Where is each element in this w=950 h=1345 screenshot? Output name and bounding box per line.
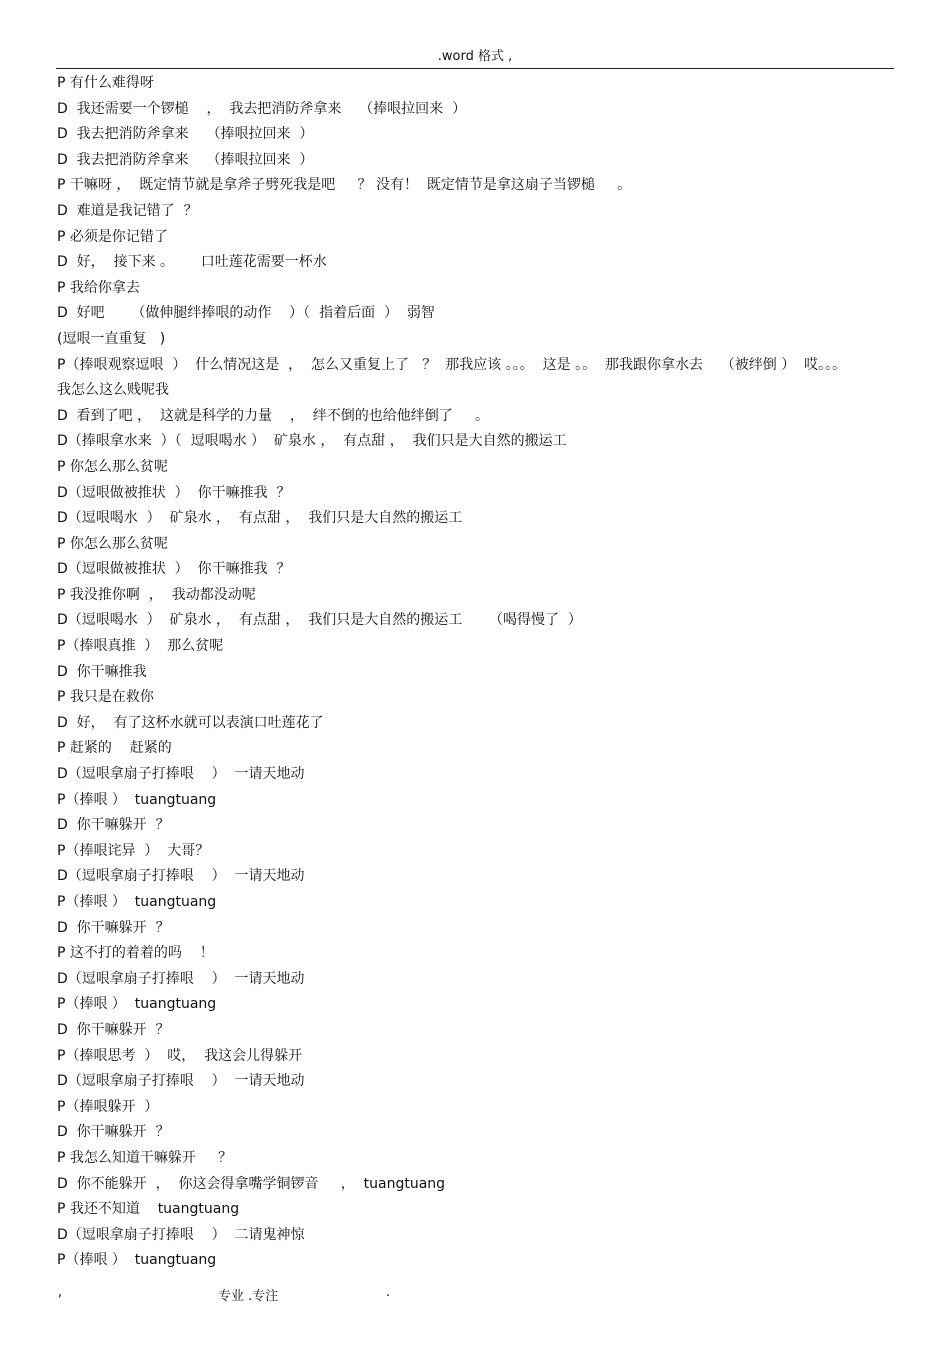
script-line: P 我没推你啊 ， 我动都没动呢: [57, 586, 256, 603]
script-line: P 干嘛呀 ， 既定情节就是拿斧子劈死我是吧 ？ 没有！ 既定情节是拿这扇子当锣槌 。: [57, 177, 632, 194]
script-line: P（捧哏躲开 ）: [57, 1098, 159, 1115]
script-line: D（逗哏拿扇子打捧哏 ） 一请天地动: [57, 868, 305, 885]
script-line: P 你怎么那么贫呢: [57, 535, 168, 552]
script-line: P 我只是在救你: [57, 689, 154, 706]
script-line: D 看到了吧 ， 这就是科学的力量 ， 绊不倒的也给他绊倒了 。: [57, 407, 489, 424]
script-line: D 你干嘛躲开 ？: [57, 1021, 170, 1038]
header-divider: [56, 68, 894, 69]
script-line: D 你干嘛躲开 ？: [57, 919, 170, 936]
script-line: P 你怎么那么贫呢: [57, 458, 168, 475]
script-line: P（捧哏诧异 ） 大哥？: [57, 842, 210, 859]
script-line: P 我给你拿去: [57, 279, 140, 296]
page-footer: [0, 1285, 950, 1305]
document-body: [57, 72, 917, 1275]
script-line: P（捧哏 ） tuangtuang: [57, 894, 217, 910]
script-line: D（逗哏拿扇子打捧哏 ） 二请鬼神惊: [57, 1226, 305, 1243]
script-line: D（逗哏拿扇子打捧哏 ） 一请天地动: [57, 766, 305, 783]
script-line: D 好吧 （做伸腿绊捧哏的动作 ）（ 指着后面 ） 弱智: [57, 305, 435, 322]
script-line: D（逗哏喝水 ） 矿泉水 ， 有点甜 ， 我们只是大自然的搬运工: [57, 510, 463, 527]
script-line: D 你干嘛躲开 ？: [57, 817, 170, 834]
script-line: D 你干嘛推我: [57, 663, 147, 680]
script-line: P（捧哏 ） tuangtuang: [57, 996, 217, 1013]
script-line: P 有什么难得呀: [57, 75, 154, 91]
script-line: P（捧哏思考 ） 哎， 我这会儿得躲开: [57, 1047, 303, 1064]
script-line: P 这不打的着着的吗 ！: [57, 945, 214, 962]
script-line: P 必须是你记错了: [57, 228, 168, 245]
script-line: P 我还不知道 tuangtuang: [57, 1201, 240, 1218]
script-line: D（逗哏喝水 ） 矿泉水 ， 有点甜 ， 我们只是大自然的搬运工 （喝得慢了 ）: [57, 612, 582, 629]
script-line: D 好， 接下来 。 口吐莲花需要一杯水: [57, 254, 327, 271]
script-line: P 赶紧的 赶紧的: [57, 740, 172, 757]
script-line: P（捧哏 ） tuangtuang: [57, 1252, 217, 1269]
script-line: D 难道是我记错了 ？: [57, 202, 198, 219]
page-header: .word 格式 ,: [437, 49, 513, 64]
script-line: (逗哏一直重复 ): [57, 330, 166, 347]
footer-text: 专业 .专注: [218, 1289, 279, 1304]
script-line: D 我去把消防斧拿来 （捧哏拉回来 ）: [57, 126, 314, 143]
script-line: D（逗哏拿扇子打捧哏 ） 一请天地动: [57, 970, 305, 987]
script-line: P（捧哏观察逗哏 ） 什么情况这是 ， 怎么又重复上了 ？ 那我应该 。。。 这是 。。 那我跟你拿水去 （被绊倒 ） 哎。。。: [57, 356, 847, 373]
footer-right-mark: .: [386, 1285, 391, 1300]
script-line: D 你不能躲开 ， 你这会得拿嘴学铜锣音 ， tuangtuang: [57, 1175, 446, 1192]
script-line: P 我怎么知道干嘛躲开 ？: [57, 1149, 233, 1166]
script-line: D 我还需要一个锣槌 ， 我去把消防斧拿来 （捧哏拉回来 ）: [57, 100, 467, 117]
script-line: D 好， 有了这杯水就可以表演口吐莲花了: [57, 714, 324, 731]
script-line: P（捧哏真推 ） 那么贫呢: [57, 638, 224, 655]
footer-left-mark: ,: [58, 1285, 63, 1300]
script-line: D 我去把消防斧拿来 （捧哏拉回来 ）: [57, 151, 314, 168]
script-line: D（逗哏拿扇子打捧哏 ） 一请天地动: [57, 1073, 305, 1090]
script-line: 我怎么这么贱呢我: [57, 382, 169, 399]
script-line: D（逗哏做被推状 ） 你干嘛推我 ？: [57, 561, 291, 578]
script-line: P（捧哏 ） tuangtuang: [57, 791, 217, 808]
script-line: D 你干嘛躲开 ？: [57, 1124, 170, 1141]
script-line: D（捧哏拿水来 ）（ 逗哏喝水 ） 矿泉水 ， 有点甜 ， 我们只是大自然的搬运工: [57, 433, 567, 450]
script-line: D（逗哏做被推状 ） 你干嘛推我 ？: [57, 484, 291, 501]
